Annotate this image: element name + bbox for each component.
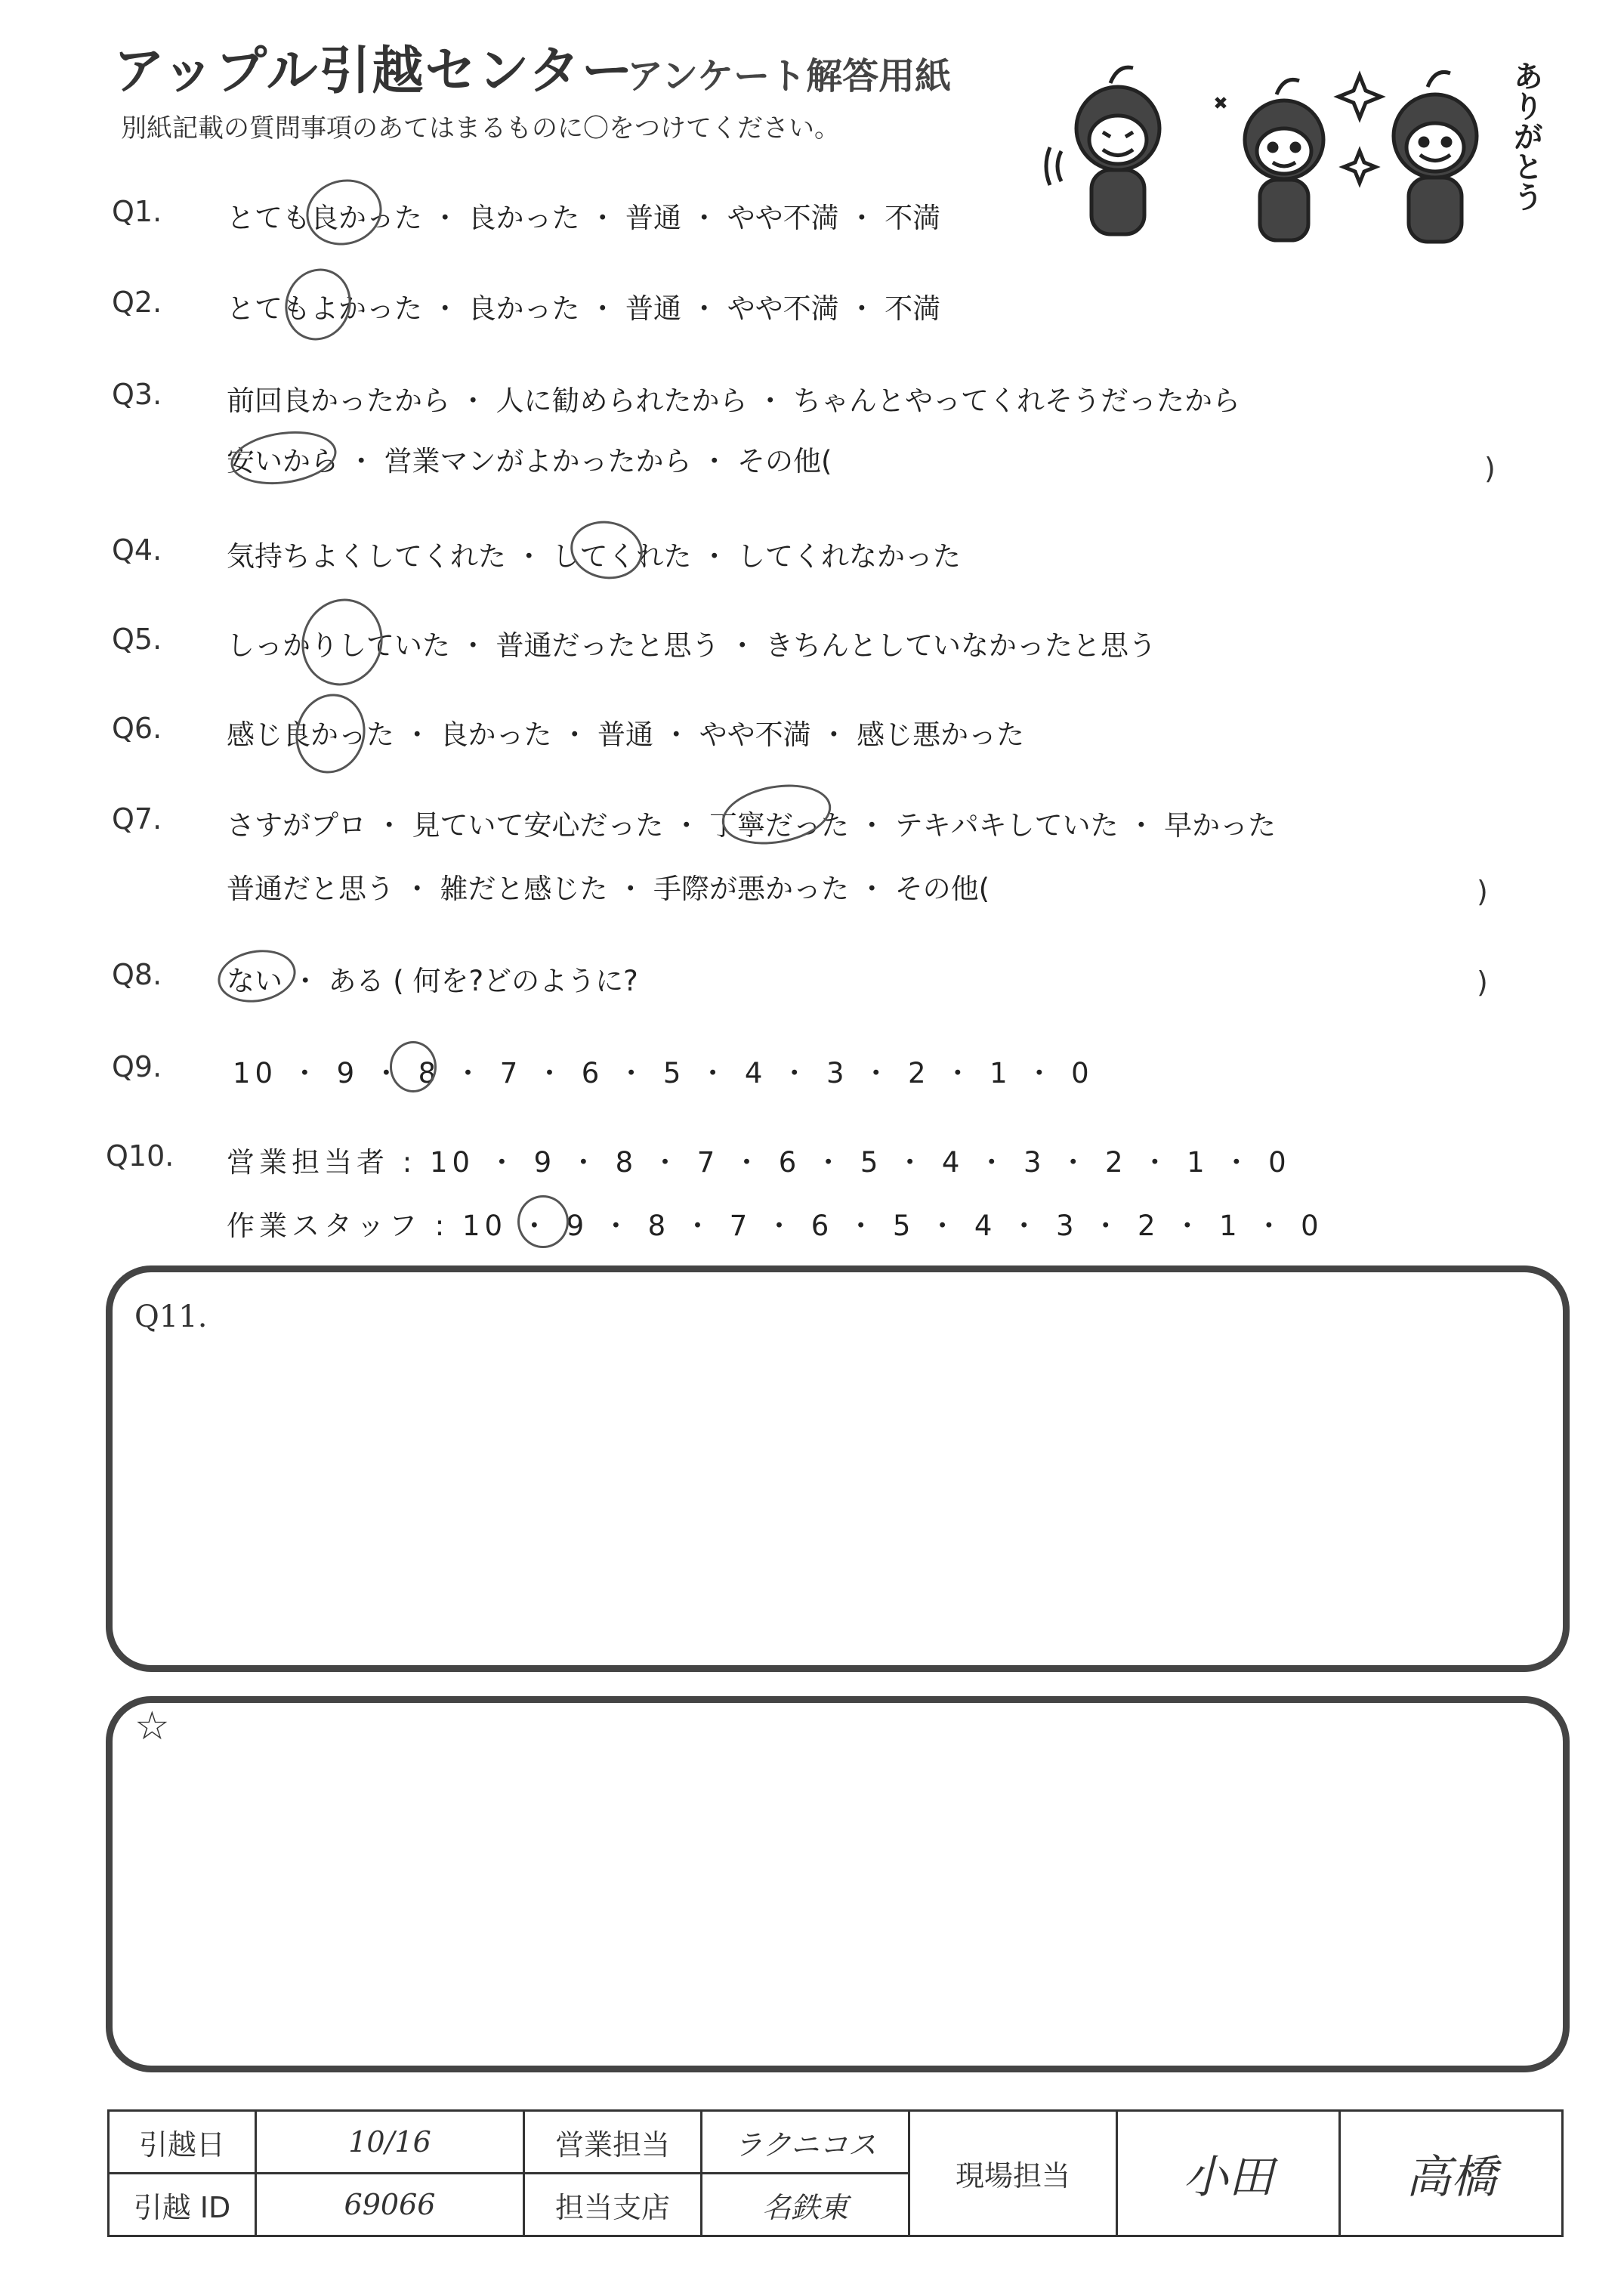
q8-close-paren: ) (1477, 966, 1488, 999)
form-title: アップル引越センター (113, 42, 634, 101)
q7-label: Q7. (112, 802, 162, 836)
q8-label: Q8. (112, 958, 162, 991)
answer-circle-mark (287, 686, 374, 781)
thanks-badge: ありがとう (1508, 60, 1543, 212)
move-id-label: 引越 ID (109, 2174, 256, 2236)
move-info-table (107, 2109, 1564, 2237)
q4-label: Q4. (112, 533, 162, 567)
q7-options-line2[interactable]: 普通だと思う ・ 雑だと感じた ・ 手際が悪かった ・ その他( (227, 873, 990, 905)
answer-circle-mark (390, 1041, 437, 1092)
q3-close-paren: ) (1484, 452, 1496, 485)
branch-value: 名鉄東 (702, 2174, 909, 2236)
q2-label: Q2. (112, 286, 162, 319)
answer-circle-mark (289, 587, 394, 697)
answer-circle-mark (517, 1195, 569, 1248)
q8-options[interactable]: ない ・ ある ( 何を?どのように? (227, 965, 638, 997)
q6-label: Q6. (112, 712, 162, 745)
monkey-icon (1046, 67, 1159, 234)
q5-options[interactable]: しっかりしていた ・ 普通だったと思う ・ きちんとしていなかったと思う (227, 629, 1157, 662)
q7-close-paren: ) (1477, 875, 1488, 908)
monkey-mascots-illustration (1042, 45, 1556, 249)
form-subtitle: アンケート解答用紙 (627, 55, 952, 97)
answer-circle-mark (299, 171, 390, 253)
q9-scale[interactable]: 10 ・ 9 ・ 8 ・ 7 ・ 6 ・ 5 ・ 4 ・ 3 ・ 2 ・ 1 ・ 0 (233, 1057, 1094, 1089)
answer-circle-mark (275, 259, 361, 350)
site-label: 現場担当 (909, 2111, 1117, 2236)
monkey-icon (1394, 72, 1477, 242)
q3-label: Q3. (112, 378, 162, 411)
move-id-value: 69066 (256, 2174, 524, 2236)
q2-options[interactable]: とてもよかった ・ 良かった ・ 普通 ・ やや不満 ・ 不満 (227, 292, 941, 325)
q3-options-line2[interactable]: 安いから ・ 営業マンがよかったから ・ その他( (227, 445, 832, 477)
move-date-label: 引越日 (109, 2111, 256, 2174)
answer-circle-mark (227, 425, 340, 491)
q5-label: Q5. (112, 623, 162, 656)
q11-label: Q11. (134, 1299, 208, 1334)
free-comment-box[interactable] (106, 1696, 1570, 2072)
q10-staff-scale[interactable]: 作業スタッフ : 10 ・ 9 ・ 8 ・ 7 ・ 6 ・ 5 ・ 4 ・ 3 ・ 2 ・ 1 ・ 0 (227, 1210, 1323, 1242)
q7-options-line1[interactable]: さすがプロ ・ 見ていて安心だった ・ 丁寧だった ・ テキパキしていた ・ 早かった (227, 809, 1277, 842)
monkey-icon (1216, 79, 1323, 240)
sales-value: ラクニコス (702, 2111, 909, 2174)
site-staff-2: 高橋 (1340, 2111, 1563, 2236)
site-staff-1: 小田 (1117, 2111, 1340, 2236)
star-icon: ☆ (134, 1704, 170, 1749)
q6-options[interactable]: 感じ良かった ・ 良かった ・ 普通 ・ やや不満 ・ 感じ悪かった (227, 718, 1025, 751)
sales-label: 営業担当 (524, 2111, 702, 2174)
q1-label: Q1. (112, 195, 162, 228)
q4-options[interactable]: 気持ちよくしてくれた ・ してくれた ・ してくれなかった (227, 540, 962, 573)
instructions: 別紙記載の質問事項のあてはまるものに〇をつけてください。 (121, 113, 840, 144)
q3-options-line1[interactable]: 前回良かったから ・ 人に勧められたから ・ ちゃんとやってくれそうだったから (227, 385, 1241, 417)
q10-sales-scale[interactable]: 営業担当者 : 10 ・ 9 ・ 8 ・ 7 ・ 6 ・ 5 ・ 4 ・ 3 ・ 2 ・ 1 ・ 0 (227, 1146, 1291, 1179)
move-date-value: 10/16 (256, 2111, 524, 2174)
q9-label: Q9. (112, 1050, 162, 1083)
q10-label: Q10. (106, 1139, 174, 1173)
q11-comment-box[interactable] (106, 1265, 1570, 1672)
branch-label: 担当支店 (524, 2174, 702, 2236)
answer-circle-mark (566, 515, 647, 585)
q1-options[interactable]: とても良かった ・ 良かった ・ 普通 ・ やや不満 ・ 不満 (227, 202, 941, 234)
